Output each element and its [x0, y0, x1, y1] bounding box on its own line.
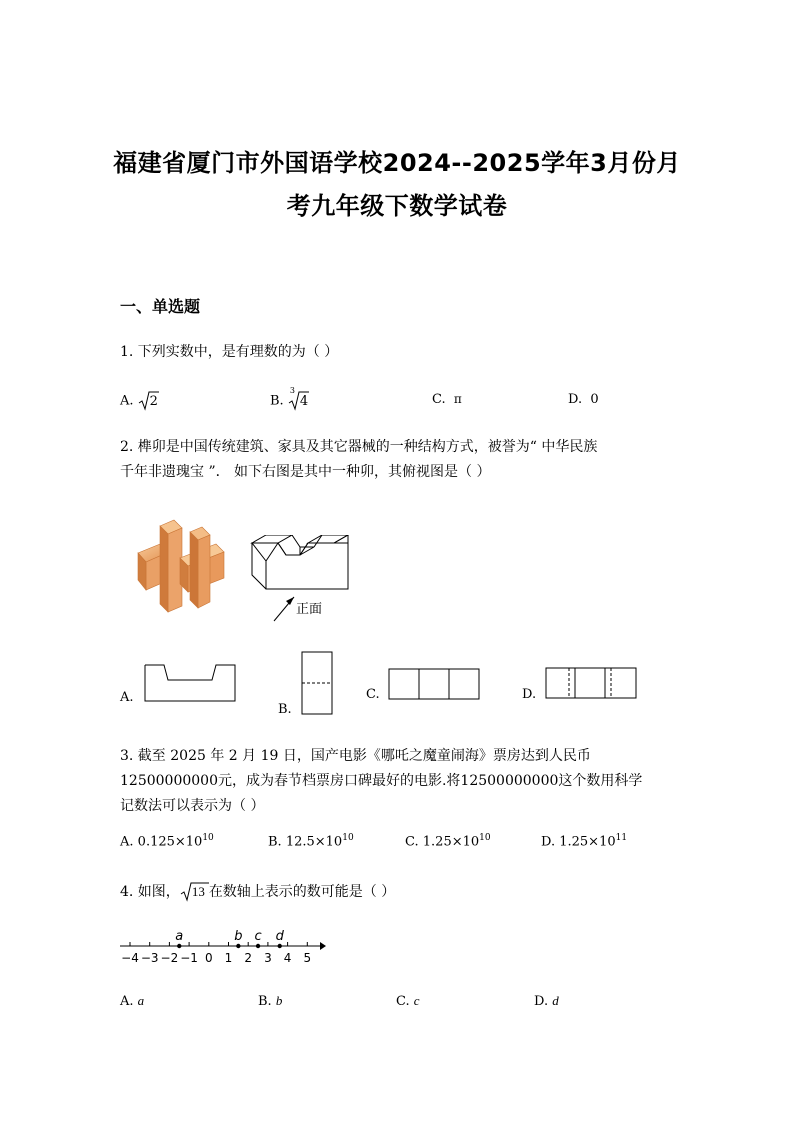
sqrt-13: 13	[180, 880, 223, 904]
point-label-b: b	[234, 929, 243, 944]
axis-arrow-icon	[320, 942, 326, 950]
q3-option-a[interactable]: A. $0.125\times 10^{10}$	[120, 833, 214, 850]
tick-label: −1	[180, 951, 198, 965]
tick-label: 2	[244, 951, 253, 965]
q2-option-d-label[interactable]: D.	[522, 687, 537, 702]
point-label-c: c	[254, 929, 262, 944]
tick-label: 3	[264, 951, 272, 965]
question-3-line-3: 记数法可以表示为（ ）	[120, 798, 265, 814]
q1-option-c[interactable]: C. π	[432, 392, 462, 407]
option-label: C.	[432, 392, 446, 407]
q4-option-c[interactable]: C. c	[396, 993, 420, 1009]
q2-option-c-figure[interactable]	[388, 668, 480, 700]
q4-option-a[interactable]: A. a	[120, 993, 145, 1009]
point-label-d: d	[275, 929, 284, 944]
question-2-line-2: 千年非遗瑰宝 ”． 如下右图是其中一种卯，其俯视图是（ ）	[120, 464, 491, 480]
question-3-line-2: 12500000000元，成为春节档票房口碑最好的电影.将12500000000这个数用科学	[120, 773, 643, 789]
q2-option-c-label[interactable]: C.	[366, 687, 380, 702]
number-line	[118, 926, 328, 970]
q1-option-a[interactable]	[120, 390, 168, 412]
question-1-text: 1. 下列实数中，是有理数的为（ ）	[120, 344, 339, 360]
tick-label: 0	[204, 951, 213, 965]
q4-option-b[interactable]: B. b	[258, 993, 283, 1009]
q2-option-b-figure[interactable]	[301, 651, 333, 715]
point-b	[236, 944, 240, 948]
front-view-label: 正面	[296, 602, 323, 617]
title-line-1: 福建省厦门市外国语学校2024--2025学年3月份月	[113, 149, 681, 177]
point-a	[177, 944, 181, 948]
question-3-line-1: 3. 截至 2025 年 2 月 19 日，国产电影《哪吒之魔童闹海》票房达到人民币	[120, 748, 591, 764]
cube-root-4: 3 4	[288, 390, 318, 412]
q3-option-c[interactable]: C. $1.25\times 10^{10}$	[405, 833, 491, 850]
sqrt-2: 2	[138, 390, 168, 412]
tick-label: −4	[121, 951, 139, 965]
q2-option-a-label[interactable]: A.	[120, 690, 134, 705]
tick-label: −2	[160, 951, 179, 965]
option-label: D.	[568, 392, 583, 407]
q3-option-d[interactable]: D. $1.25\times 10^{11}$	[541, 833, 628, 850]
q4-option-d[interactable]: D. d	[534, 993, 559, 1009]
question-2-line-1: 2. 榫卯是中国传统建筑、家具及其它器械的一种结构方式，被誉为“ 中华民族	[120, 439, 598, 455]
option-label: B.	[270, 393, 284, 409]
q2-option-d-figure[interactable]	[545, 667, 637, 699]
tick-label: −3	[140, 951, 159, 965]
q1-option-d[interactable]: D. 0	[568, 392, 599, 407]
q2-option-a-figure[interactable]	[144, 664, 236, 702]
q3-option-b[interactable]: B. $12.5\times 10^{10}$	[268, 833, 354, 850]
tick-label: 1	[224, 951, 233, 965]
tick-label: 4	[283, 951, 292, 965]
title-line-2: 考九年级下数学试卷	[286, 192, 508, 220]
question-4-text: 4. 如图， 13 在数轴上表示的数可能是（ ）	[120, 880, 680, 904]
point-d	[278, 944, 282, 948]
point-label-a: a	[175, 929, 184, 944]
q1-option-b[interactable]	[270, 386, 318, 412]
q2-option-b-label[interactable]: B.	[278, 702, 292, 717]
section-heading: 一、单选题	[120, 297, 201, 316]
tenon-puzzle-illustration	[130, 518, 230, 616]
tick-label: 5	[303, 951, 312, 965]
option-label: A.	[120, 393, 134, 409]
point-c	[256, 944, 260, 948]
